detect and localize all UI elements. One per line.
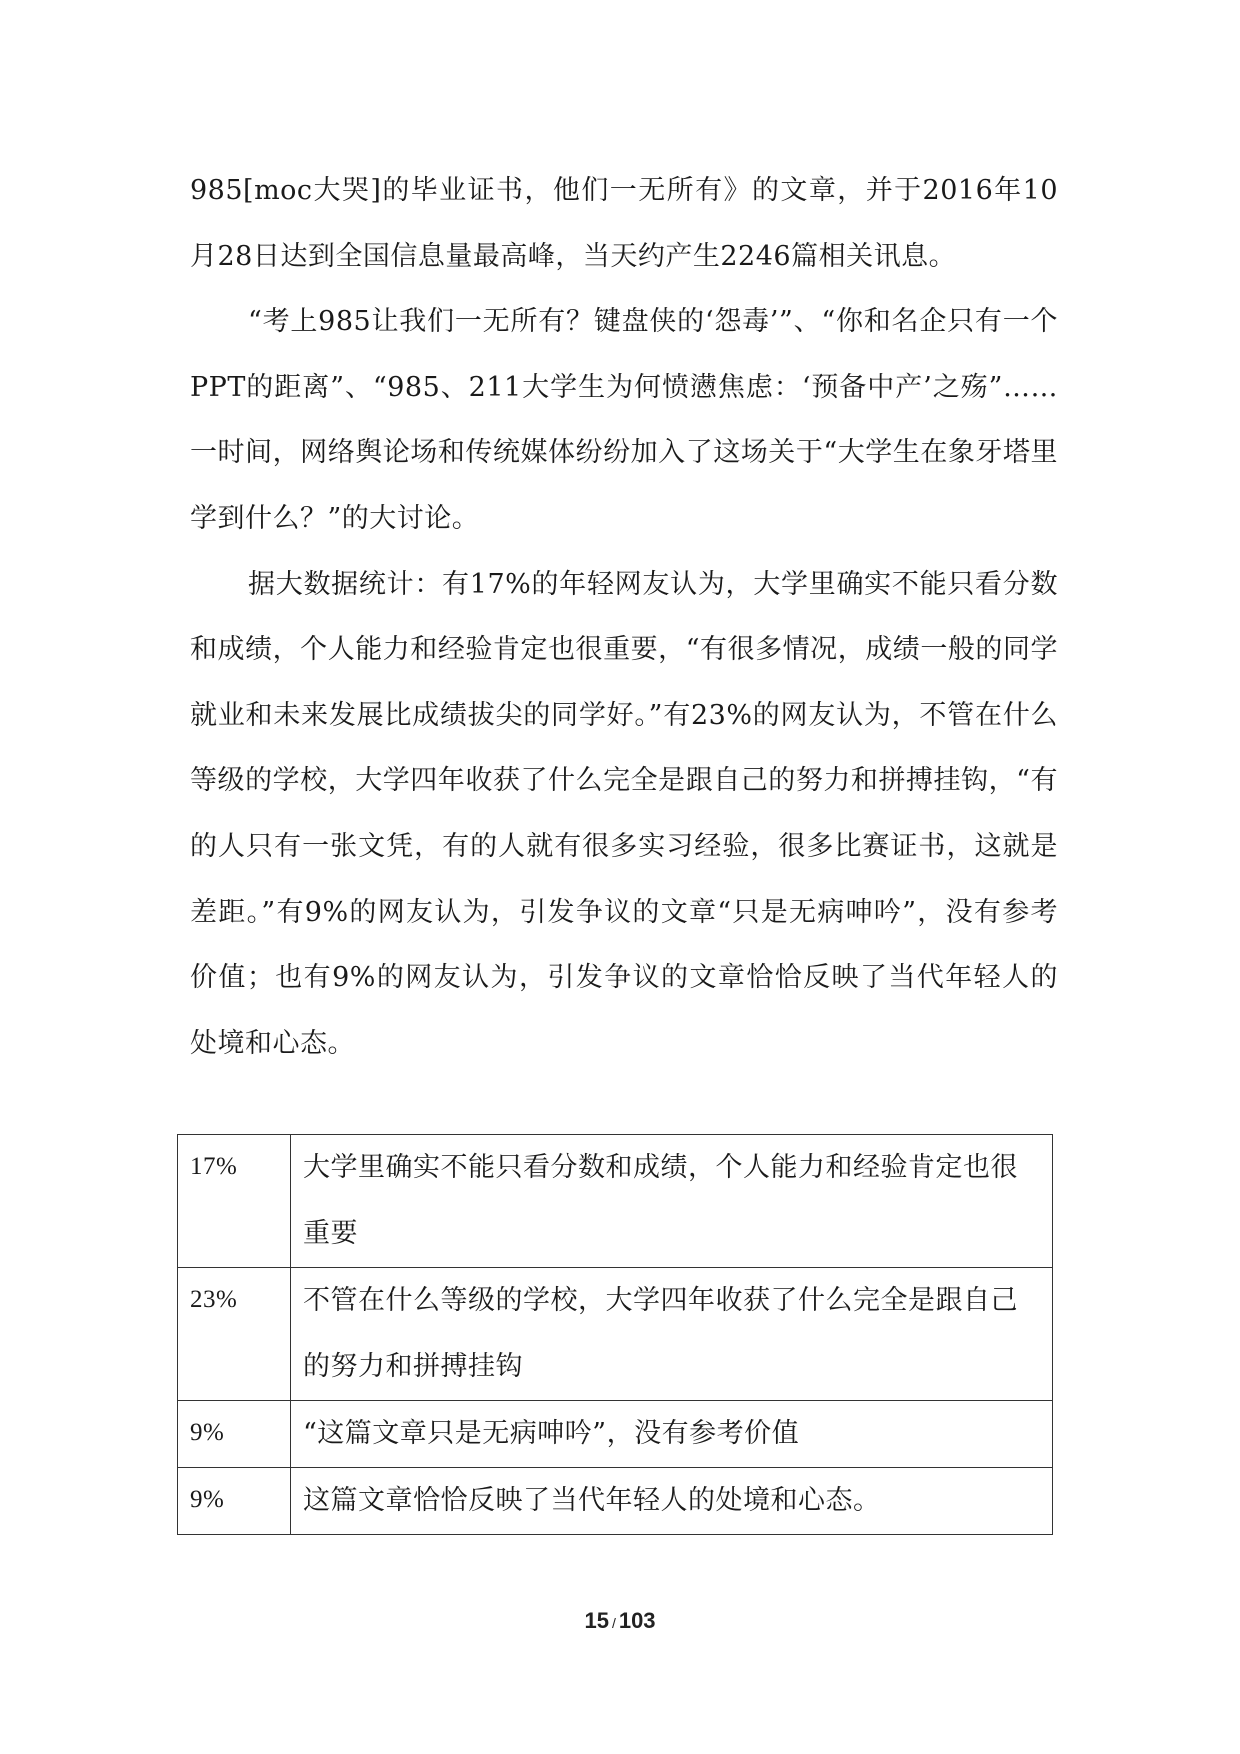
- current-page: 15: [584, 1608, 609, 1633]
- paragraph-headlines: “考上985让我们一无所有？键盘侠的‘怨毒’”、“你和名企只有一个PPT的距离”、“985、211大学生为何愤懑焦虑：‘预备中产’之殇”……一时间，网络舆论场和传统媒体纷纷加入了这场关于“大学生在象牙塔里学到什么？”的大讨论。: [190, 306, 1058, 534]
- page-separator: /: [611, 1615, 616, 1631]
- opinion-cell: 不管在什么等级的学校，大学四年收获了什么完全是跟自己的努力和拼搏挂钩: [291, 1268, 1053, 1401]
- percent-cell: 9%: [178, 1401, 291, 1468]
- paragraph-statistics: 据大数据统计：有17%的年轻网友认为，大学里确实不能只看分数和成绩，个人能力和经验肯定也很重要，“有很多情况，成绩一般的同学就业和未来发展比成绩拔尖的同学好。”有23%的网友认为，不管在什么等级的学校，大学四年收获了什么完全是跟自己的努力和拼搏挂钩，“有的人只有一张文凭，有的人就有很多实习经验，很多比赛证书，这就是差距。”有9%的网友认为，引发争议的文章“只是无病呻吟”，没有参考价值；也有9%的网友认为，引发争议的文章恰恰反映了当代年轻人的处境和心态。: [190, 568, 1058, 1059]
- percent-cell: 17%: [178, 1135, 291, 1268]
- table-row: [178, 1401, 1053, 1468]
- table-row: [178, 1468, 1053, 1535]
- opinion-table: [177, 1134, 1053, 1535]
- body-text: [190, 158, 1058, 1076]
- total-pages: 103: [618, 1608, 656, 1633]
- opinion-cell: 这篇文章恰恰反映了当代年轻人的处境和心态。: [291, 1468, 1053, 1535]
- table-row: [178, 1135, 1053, 1268]
- percent-cell: 23%: [178, 1268, 291, 1401]
- opinion-cell: 大学里确实不能只看分数和成绩，个人能力和经验肯定也很重要: [291, 1135, 1053, 1268]
- opinion-cell: “这篇文章只是无病呻吟”，没有参考价值: [291, 1401, 1053, 1468]
- percent-cell: 9%: [178, 1468, 291, 1535]
- paragraph-continuation: 985[moc大哭]的毕业证书，他们一无所有》的文章，并于2016年10月28日达到全国信息量最高峰，当天约产生2246篇相关讯息。: [190, 175, 1058, 272]
- table-row: [178, 1268, 1053, 1401]
- page-number: [0, 1608, 1240, 1634]
